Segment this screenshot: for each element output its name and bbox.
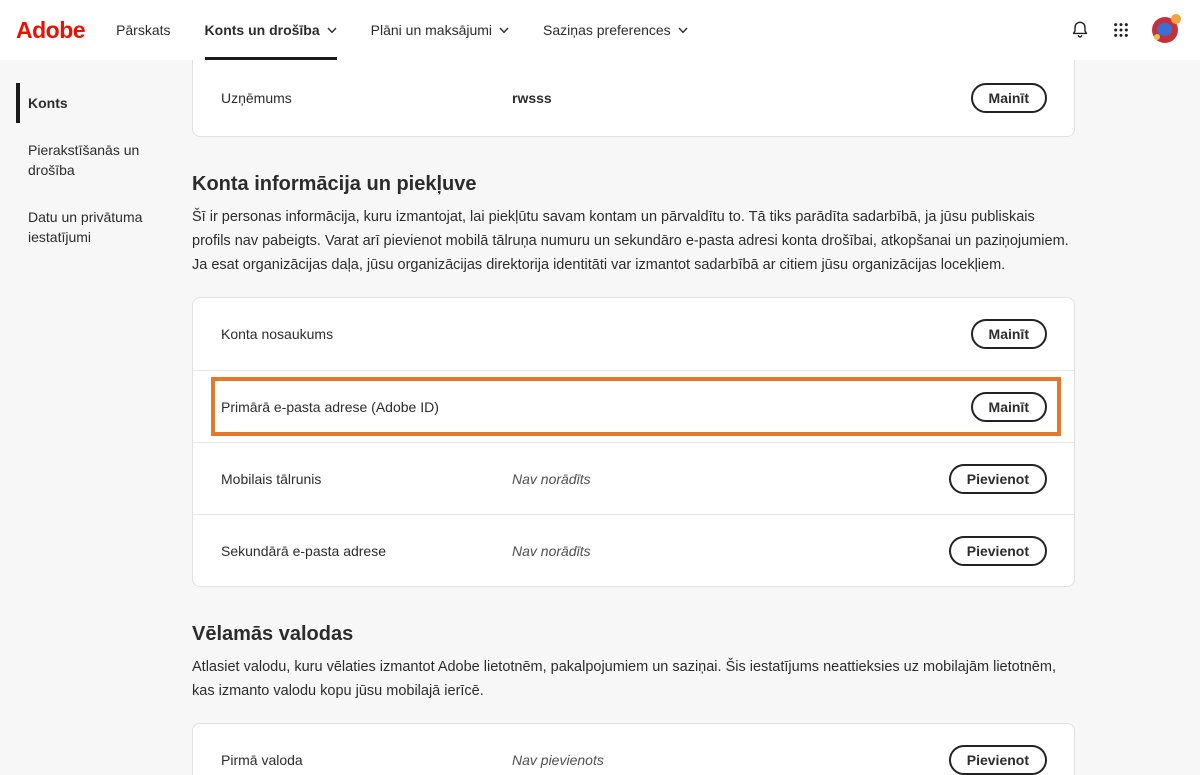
change-primary-email-button[interactable]: Mainīt — [971, 392, 1047, 422]
sidebar-item-konts[interactable]: Konts — [0, 83, 192, 123]
row-value: rwsss — [512, 90, 552, 106]
add-secondary-email-button[interactable]: Pievienot — [949, 536, 1047, 566]
add-first-language-button[interactable]: Pievienot — [949, 745, 1047, 775]
chevron-down-icon — [327, 27, 337, 34]
sidebar-item-pierakstisanas-un-drosiba[interactable]: Pierakstīšanās un drošība — [0, 130, 192, 190]
avatar-badge-dot — [1171, 14, 1181, 24]
account-section-description: Šī ir personas informācija, kuru izmantojat, lai piekļūtu savam kontam un pārvaldītu to. Tā tiks parādīta sadarbībā, ja jūsu publiskais profils nav pabeigts. Varat arī pievienot mobilā tālruņa numuru un sekundāro e-pasta adresi konta drošībai, atkopšanai un paziņojumiem. Ja esat organizācijas daļa, jūsu organizācijas direktorija identitāti var izmantot sadarbībā ar citiem jūsu organizācijas locekļiem. — [192, 209, 1069, 273]
row-label: Pirmā valoda — [221, 752, 303, 768]
row-label: Mobilais tālrunis — [221, 470, 322, 487]
grid-icon — [1113, 22, 1129, 38]
chevron-down-icon — [499, 27, 509, 34]
account-info-card — [192, 297, 1075, 587]
top-nav-bar — [0, 0, 1200, 60]
nav-item-parskats[interactable]: Pārskats — [99, 0, 187, 60]
avatar-accent-dot — [1154, 34, 1160, 40]
chevron-down-icon — [678, 27, 688, 34]
language-section-title: Vēlamās valodas — [192, 623, 354, 645]
row-value: Nav norādīts — [512, 470, 591, 487]
company-card — [192, 60, 1075, 137]
account-name-row — [193, 298, 1074, 370]
company-row — [193, 60, 1074, 136]
page-body — [0, 60, 1200, 775]
user-avatar[interactable] — [1152, 17, 1178, 43]
change-account-name-button[interactable]: Mainīt — [971, 319, 1047, 349]
add-mobile-phone-button[interactable]: Pievienot — [949, 464, 1047, 494]
language-card — [192, 723, 1075, 775]
row-value: Nav pievienots — [512, 752, 604, 768]
change-company-button[interactable]: Mainīt — [971, 83, 1047, 113]
sidebar-item-datu-un-privatuma-iestatijumi[interactable]: Datu un privātuma iestatījumi — [0, 197, 192, 257]
row-value: Nav norādīts — [512, 542, 591, 559]
main-content — [192, 60, 1075, 775]
row-label: Konta nosaukums — [221, 326, 334, 342]
apps-grid-icon[interactable] — [1113, 22, 1129, 38]
nav-item-konts-un-drosiba[interactable]: Konts un drošība — [188, 0, 354, 60]
mobile-phone-row — [193, 442, 1074, 514]
row-label: Sekundārā e-pasta adrese — [221, 542, 386, 559]
bell-icon — [1070, 20, 1090, 40]
adobe-logo[interactable]: Adobe — [16, 16, 86, 43]
nav-item-plani-un-maksajumi[interactable]: Plāni un maksājumi — [354, 0, 526, 60]
row-label: Primārā e-pasta adrese (Adobe ID) — [221, 398, 439, 415]
row-label: Uzņēmums — [221, 90, 292, 106]
account-section-title: Konta informācija un piekļuve — [192, 173, 477, 195]
primary-email-row — [193, 370, 1074, 442]
language-section-description: Atlasiet valodu, kuru vēlaties izmantot Adobe lietotnēm, pakalpojumiem un saziņai. Šis iestatījums neattieksies uz mobilajām lietotnēm, kas izmanto valodu kopu jūsu mobilajā ierīcē. — [192, 659, 1056, 699]
nav-item-sazinas-preferences[interactable]: Saziņas preferences — [526, 0, 705, 60]
header-actions — [1070, 0, 1200, 60]
secondary-email-row — [193, 514, 1074, 586]
first-language-row — [193, 724, 1074, 775]
sidebar — [0, 60, 192, 775]
notifications-bell-icon[interactable] — [1070, 20, 1090, 40]
primary-nav — [99, 0, 705, 60]
